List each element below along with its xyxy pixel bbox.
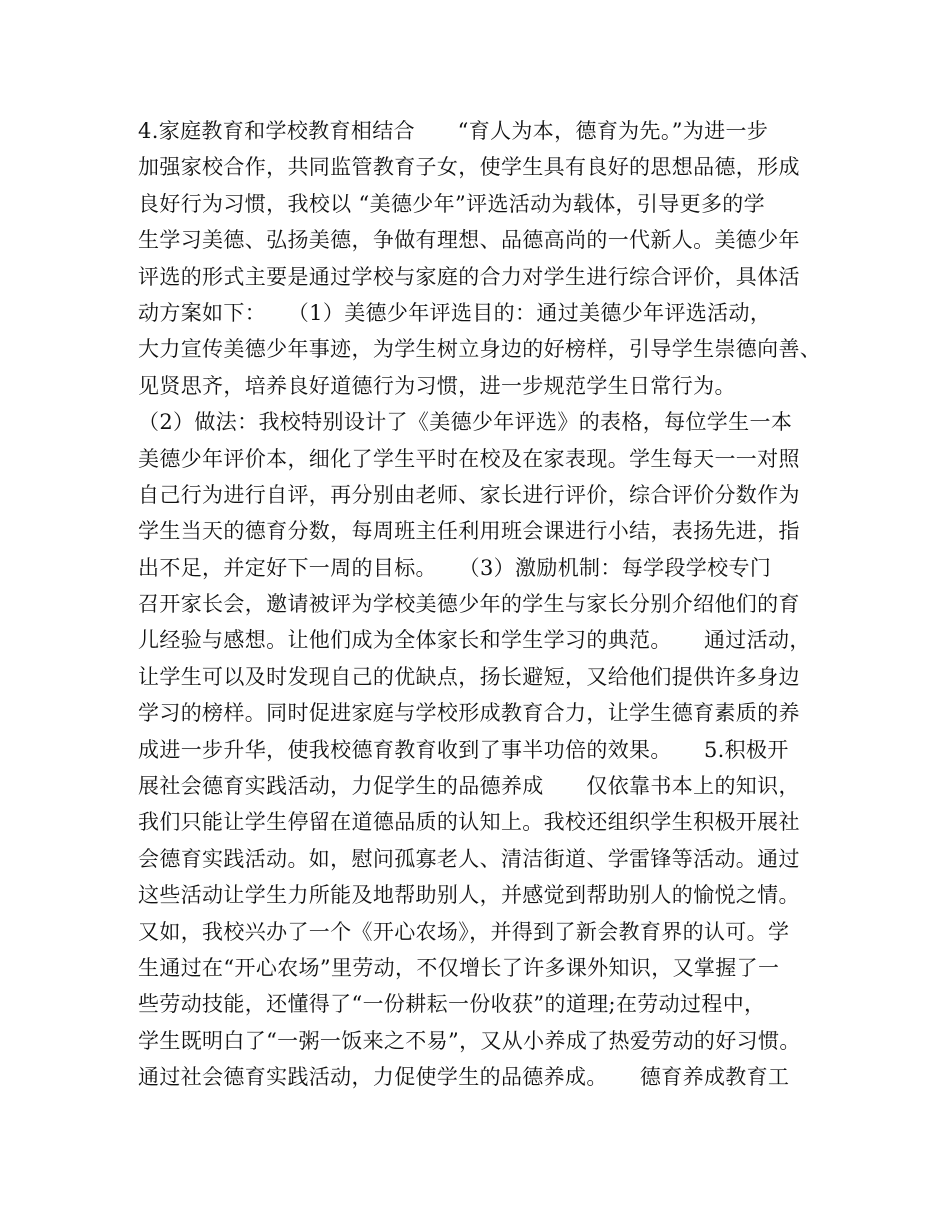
text-line: 评选的形式主要是通过学校与家庭的合力对学生进行综合评价，具体活 bbox=[138, 264, 800, 289]
text-line: 召开家长会，邀请被评为学校美德少年的学生与家长分别介绍他们的育 bbox=[138, 592, 800, 617]
text-line: 学生当天的德育分数，每周班主任利用班会课进行小结，表扬先进，指 bbox=[138, 519, 800, 544]
text-line: 出不足，并定好下一周的目标。 （3）激励机制：每学段学校专门 bbox=[138, 555, 772, 580]
text-line: （2）做法：我校特别设计了《美德少年评选》的表格，每位学生一本 bbox=[138, 410, 793, 435]
text-line: 儿经验与感想。让他们成为全体家长和学生学习的典范。 通过活动， bbox=[138, 628, 811, 653]
text-line: 美德少年评价本，细化了学生平时在校及在家表现。学生每天一一对照 bbox=[138, 446, 800, 471]
text-line: 成进一步升华，使我校德育教育收到了事半功倍的效果。 5.积极开 bbox=[138, 737, 789, 762]
text-line: 加强家校合作，共同监管教育子女，使学生具有良好的思想品德，形成 bbox=[138, 155, 800, 180]
text-line: 让学生可以及时发现自己的优缺点，扬长避短，又给他们提供许多身边 bbox=[138, 664, 800, 689]
text-line: 生学习美德、弘扬美德，争做有理想、品德高尚的一代新人。美德少年 bbox=[138, 228, 800, 253]
text-line: 4.家庭教育和学校教育相结合 “育人为本，德育为先。”为进一步 bbox=[138, 119, 769, 143]
text-line: 展社会德育实践活动，力促学生的品德养成 仅依靠书本上的知识， bbox=[138, 774, 800, 799]
text-line: 又如，我校兴办了一个《开心农场》，并得到了新会教育界的认可。学 bbox=[138, 919, 790, 944]
text-line: 通过社会德育实践活动，力促使学生的品德养成。 德育养成教育工 bbox=[138, 1065, 790, 1090]
text-line: 我们只能让学生停留在道德品质的认知上。我校还组织学生积极开展社 bbox=[138, 810, 800, 835]
text-line: 大力宣传美德少年事迹，为学生树立身边的好榜样，引导学生崇德向善、 bbox=[138, 337, 822, 362]
text-line: 动方案如下： （1）美德少年评选目的：通过美德少年评选活动， bbox=[138, 300, 772, 325]
text-line: 这些活动让学生力所能及地帮助别人，并感觉到帮助别人的愉悦之情。 bbox=[138, 883, 800, 908]
text-line: 良好行为习惯，我校以 “美德少年”评选活动为载体，引导更多的学 bbox=[138, 191, 765, 216]
body-text bbox=[138, 113, 838, 1096]
text-line: 会德育实践活动。如，慰问孤寡老人、清洁街道、学雷锋等活动。通过 bbox=[138, 846, 800, 871]
text-line: 自己行为进行自评，再分别由老师、家长进行评价，综合评价分数作为 bbox=[138, 482, 800, 507]
text-line: 些劳动技能，还懂得了“一份耕耘一份收获”的道理;在劳动过程中， bbox=[138, 992, 766, 1017]
text-line: 学生既明白了“一粥一饭来之不易”，又从小养成了热爱劳动的好习惯。 bbox=[138, 1028, 801, 1053]
text-line: 生通过在“开心农场”里劳动，不仅增长了许多课外知识，又掌握了一 bbox=[138, 955, 780, 980]
text-line: 学习的榜样。同时促进家庭与学校形成教育合力，让学生德育素质的养 bbox=[138, 701, 800, 726]
text-line: 见贤思齐，培养良好道德行为习惯，进一步规范学生日常行为。 bbox=[138, 373, 736, 398]
